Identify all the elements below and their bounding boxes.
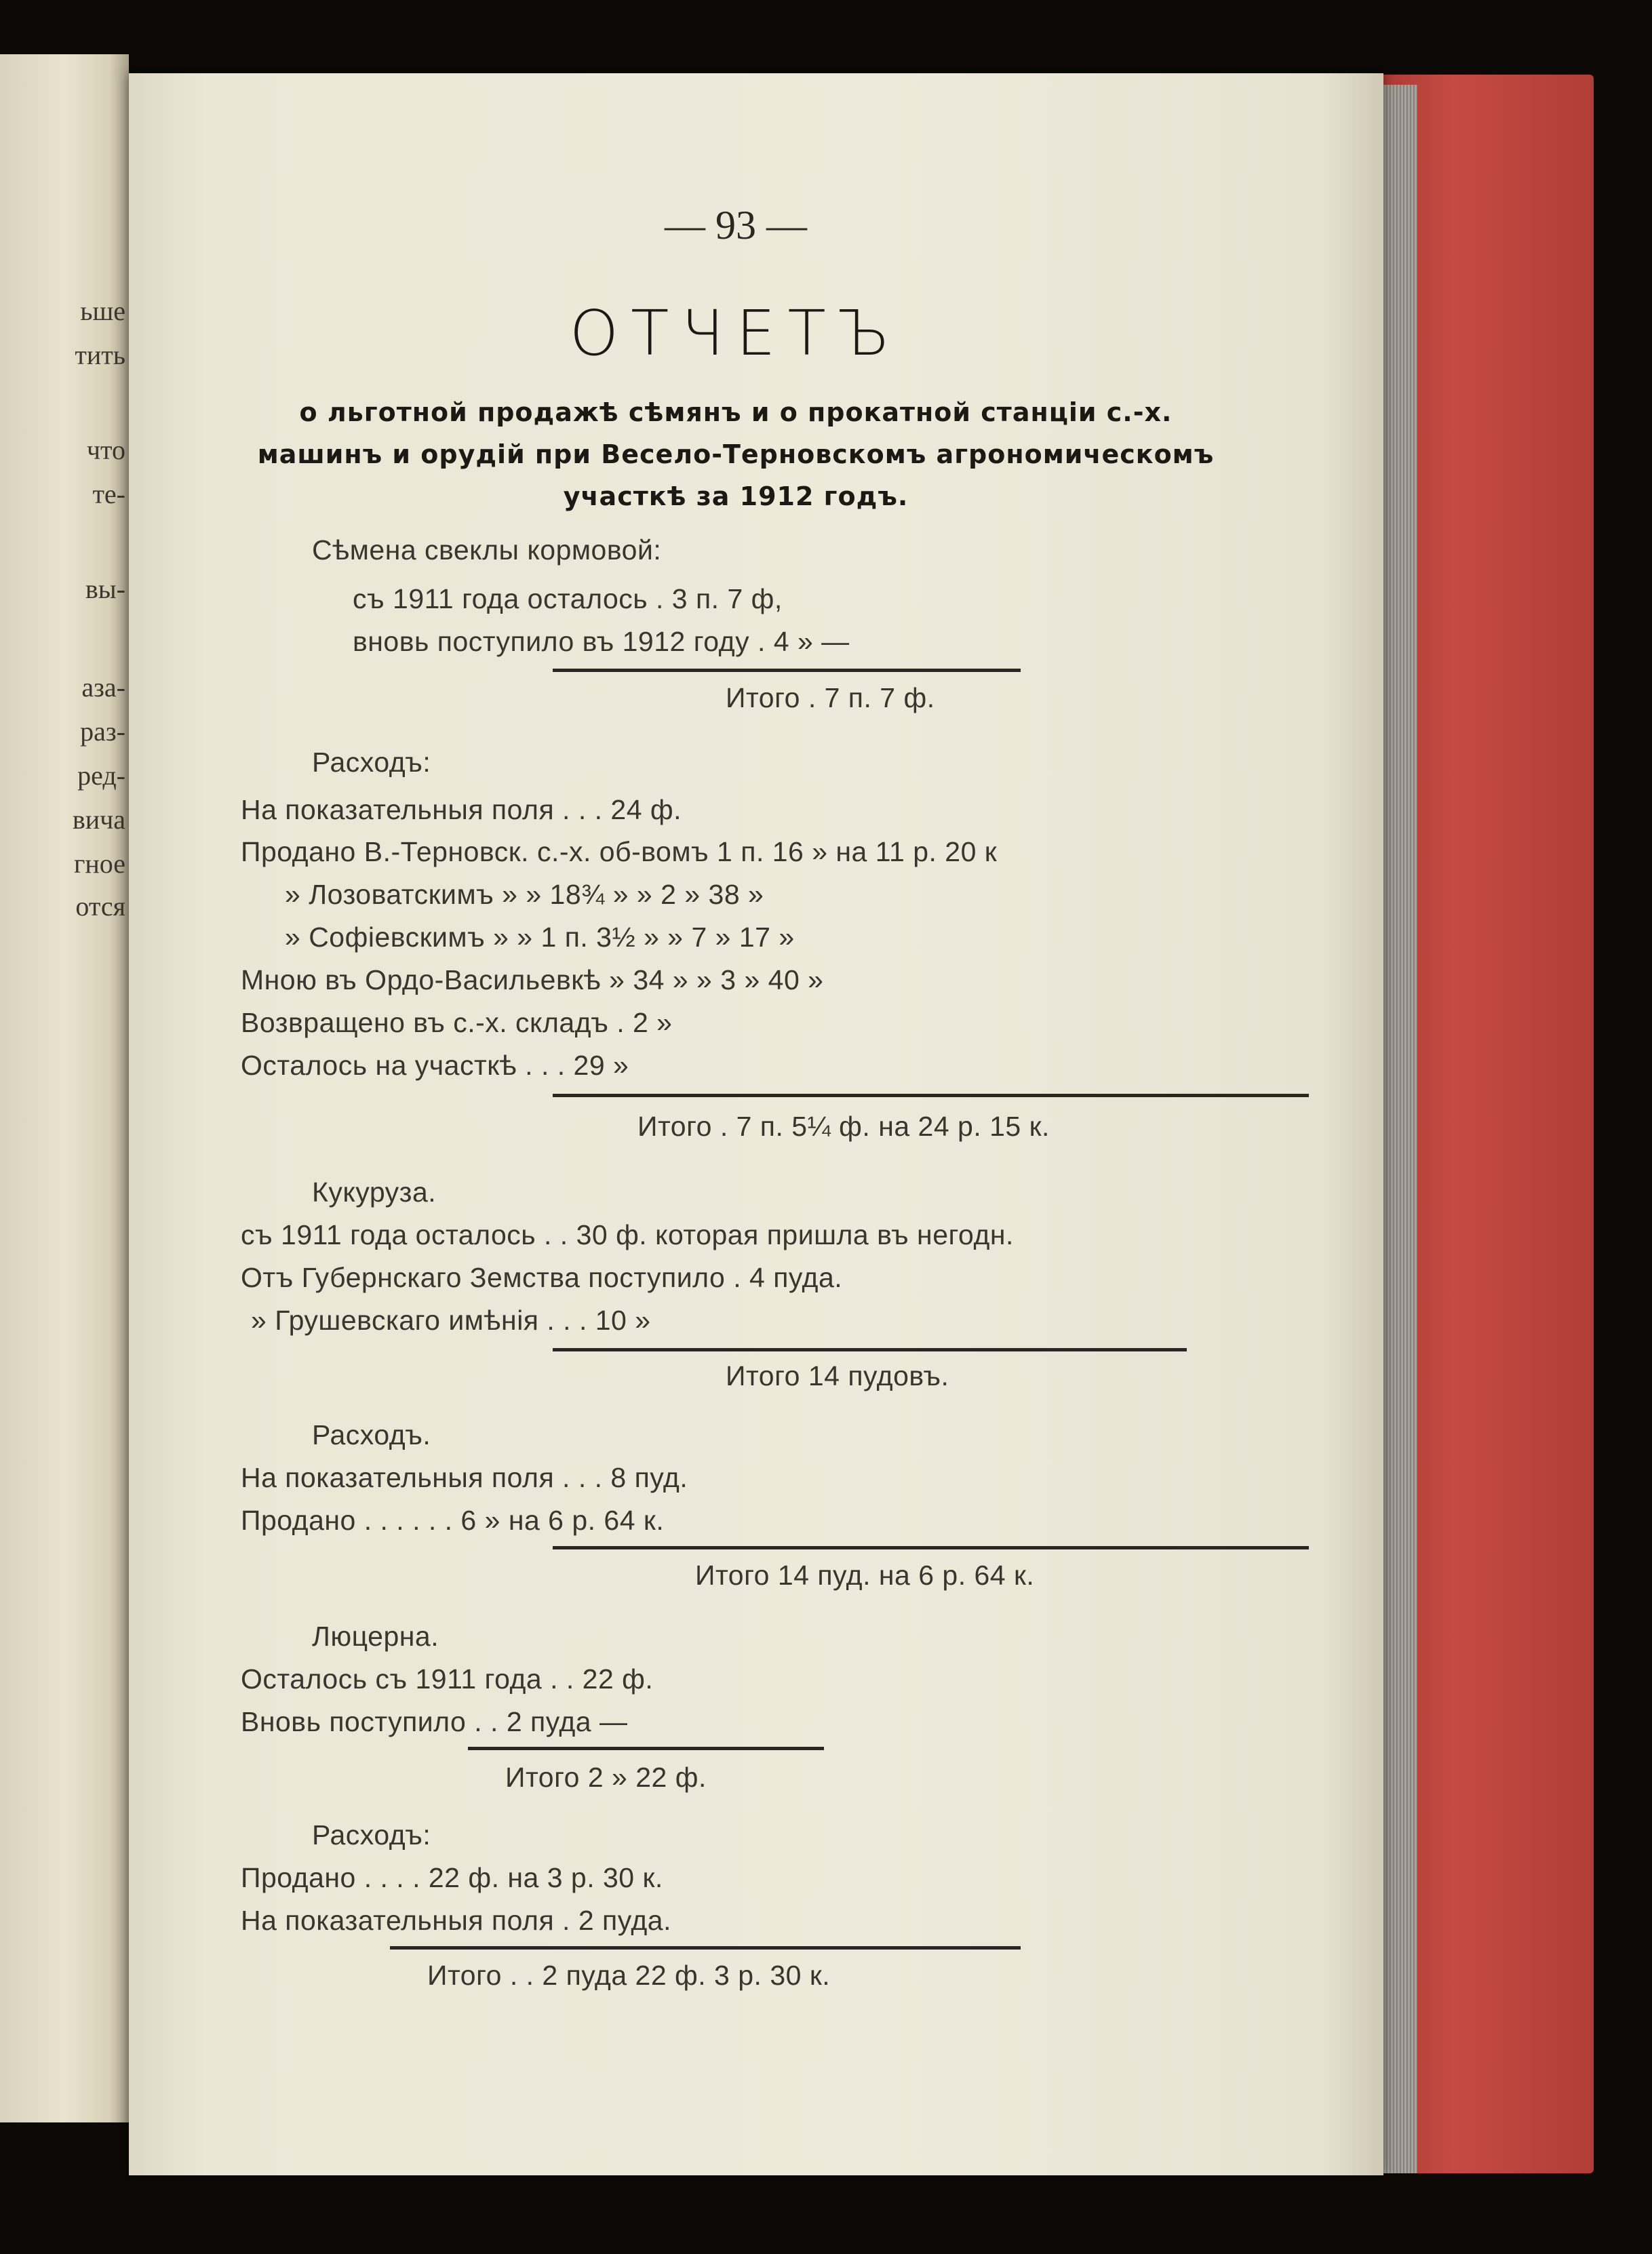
total-rule xyxy=(390,1946,1021,1950)
total-rule xyxy=(553,1094,1309,1097)
ledger-row: съ 1911 года осталось . . 30 ф. которая пришла въ негодн. xyxy=(241,1219,1014,1250)
total-row: Итого . 7 п. 5¼ ф. на 24 р. 15 к. xyxy=(637,1111,1050,1142)
ledger-row: На показательныя поля . . . 8 пуд. xyxy=(241,1462,688,1493)
expense-heading: Расходъ: xyxy=(312,747,431,778)
left-fragment: ред- xyxy=(77,760,125,791)
total-row: Итого 14 пуд. на 6 р. 64 к. xyxy=(695,1560,1035,1591)
subtitle-line: участкѣ за 1912 годъ. xyxy=(563,481,909,511)
document-page xyxy=(129,73,1383,2175)
total-row: Итого . . 2 пуда 22 ф. 3 р. 30 к. xyxy=(427,1960,831,1991)
total-row: Итого 2 » 22 ф. xyxy=(505,1762,707,1793)
subtitle-line: машинъ и орудій при Весело-Терновскомъ агрономическомъ xyxy=(257,439,1215,469)
expense-heading: Расходъ. xyxy=(312,1419,431,1450)
left-fragment: вича xyxy=(72,804,125,835)
section-heading: Кукуруза. xyxy=(312,1177,437,1208)
ledger-row: Продано . . . . 22 ф. на 3 р. 30 к. xyxy=(241,1862,663,1893)
ledger-row: » Грушевскаго имѣнія . . . 10 » xyxy=(251,1305,651,1336)
ledger-row: » Софіевскимъ » » 1 п. 3½ » » 7 » 17 » xyxy=(285,922,795,953)
left-fragment: раз- xyxy=(80,716,125,747)
ledger-row: вновь поступило въ 1912 году . 4 » — xyxy=(353,626,850,657)
ledger-row: На показательныя поля . . . 24 ф. xyxy=(241,794,682,825)
ledger-row: Отъ Губернскаго Земства поступило . 4 пуда. xyxy=(241,1262,843,1293)
left-fragment: отся xyxy=(75,891,125,922)
left-fragment: ьше xyxy=(80,296,125,326)
section-heading: Люцерна. xyxy=(312,1621,439,1652)
ledger-row: Осталось на участкѣ . . . 29 » xyxy=(241,1050,629,1081)
ledger-row: Продано В.-Терновск. с.-х. об-вомъ 1 п. 16 » на 11 р. 20 к xyxy=(241,836,998,867)
subtitle-line: о льготной продажѣ сѣмянъ и о прокатной станціи с.-х. xyxy=(299,397,1173,427)
ledger-row: съ 1911 года осталось . 3 п. 7 ф, xyxy=(353,583,783,614)
total-row: Итого . 7 п. 7 ф. xyxy=(726,682,935,713)
total-row: Итого 14 пудовъ. xyxy=(726,1360,949,1391)
document-title: ОТЧЕТЪ xyxy=(569,297,903,370)
total-rule xyxy=(553,1546,1309,1549)
ledger-row: Вновь поступило . . 2 пуда — xyxy=(241,1706,628,1737)
left-fragment: тить xyxy=(75,340,125,370)
ledger-row: » Лозоватскимъ » » 18¾ » » 2 » 38 » xyxy=(285,879,764,910)
page-number: — 93 — xyxy=(665,203,807,248)
ledger-row: Продано . . . . . . 6 » на 6 р. 64 к. xyxy=(241,1505,665,1536)
expense-heading: Расходъ: xyxy=(312,1819,431,1851)
left-fragment: те- xyxy=(92,479,125,509)
section-heading: Сѣмена свеклы кормовой: xyxy=(312,534,662,566)
ledger-row: Осталось съ 1911 года . . 22 ф. xyxy=(241,1663,654,1695)
left-fragment: аза- xyxy=(81,672,125,703)
total-rule xyxy=(553,669,1021,672)
left-fragment: что xyxy=(86,435,125,465)
total-rule xyxy=(553,1348,1187,1351)
left-fragment: гное xyxy=(73,848,125,879)
ledger-row: Возвращено въ с.-х. складъ . 2 » xyxy=(241,1007,673,1038)
left-fragment: вы- xyxy=(85,574,125,604)
total-rule xyxy=(468,1747,824,1750)
ledger-row: Мною въ Ордо-Васильевкѣ » 34 » » 3 » 40 » xyxy=(241,964,824,995)
ledger-row: На показательныя поля . 2 пуда. xyxy=(241,1905,671,1936)
